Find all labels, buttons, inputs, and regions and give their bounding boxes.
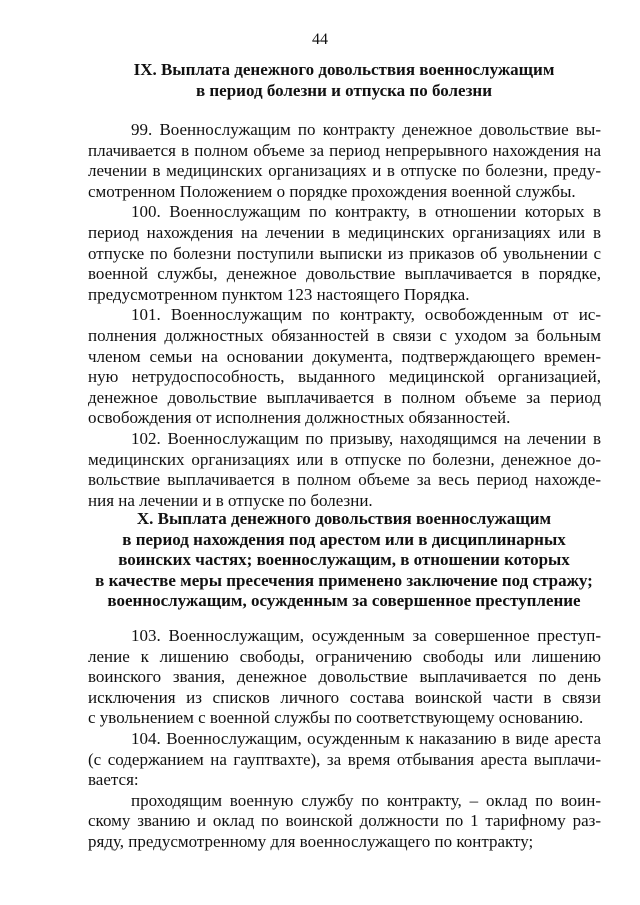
paragraph-line: смотренном Положением о порядке прохождения военной службы. [88,181,576,201]
paragraph-line: с увольнением с военной службы по соответствующему основанию. [88,708,584,728]
paragraph-line: полнения должностных обязанностей в связи с уходом за больным [88,325,601,345]
paragraph-line: освобождения от исполнения должностных обязанностей. [88,408,511,428]
paragraph-line: вольствие выплачивается в полном объеме за весь период нахожде- [88,470,601,490]
paragraph [88,626,601,729]
paragraph-line: денежное довольствие выплачивается в полном объеме за период [88,387,601,407]
paragraph-line: 99. Военнослужащим по контракту денежное довольствие вы- [131,120,601,139]
heading-line: X. Выплата денежного довольствия военнослужащим [136,509,552,528]
paragraph [88,791,601,853]
paragraph [88,202,601,305]
paragraph [88,429,601,511]
paragraph-line: ление к лишению свободы, ограничению свободы или лишению [88,646,601,666]
paragraph-line: скому званию и оклад по воинской должности по 1 тарифному раз- [88,811,601,831]
paragraph-line: 102. Военнослужащим по призыву, находящимся на лечении в [131,429,601,448]
paragraph-line: 101. Военнослужащим по контракту, освобожденным от ис- [131,305,601,325]
section-heading [80,60,608,101]
paragraph-line: период нахождения на лечении в медицинских организациях или в [88,222,601,242]
paragraph-line: членом семьи на основании документа, подтверждающего времен- [88,346,601,366]
paragraph-line: исключения из списков личного состава воинской части в связи [88,687,601,707]
section-heading [80,509,608,612]
heading-line: в качестве меры пресечения применено заключение под стражу; [95,570,593,590]
paragraph-line: воинского звания, денежное довольствие выплачивается по день [88,667,601,687]
paragraph-line: ряду, предусмотренному для военнослужащего по контракту; [88,831,534,851]
paragraph-line: 104. Военнослужащим, осужденным к наказанию в виде ареста [131,729,601,748]
paragraph-line: медицинских организациях или в отпуске по болезни, денежное до- [88,449,601,469]
paragraph [88,120,601,202]
paragraph-line: лечении в медицинских организациях и в отпуске по болезни, преду- [88,161,601,181]
paragraph-line: плачивается в полном объеме за период непрерывного нахождения на [88,140,601,160]
heading-line: IX. Выплата денежного довольствия военнослужащим [133,60,555,79]
paragraph-line: отпуске по болезни поступили выписки из приказов об увольнении с [88,243,601,263]
paragraph-line: 100. Военнослужащим по контракту, в отношении которых в [131,202,601,222]
paragraph-line: проходящим военную службу по контракту, – оклад по воин- [131,790,601,810]
paragraph-line: 103. Военнослужащим, осужденным за совершенное преступ- [131,626,601,645]
paragraph-line: (с содержанием на гауптвахте), за время отбывания ареста выплачи- [88,749,601,769]
paragraph [88,729,601,791]
paragraph-line: ния на лечении и в отпуске по болезни. [88,490,373,510]
paragraph-line: вается: [88,770,139,790]
paragraph [88,305,601,429]
heading-line: воинских частях; военнослужащим, в отношении которых [118,550,570,569]
paragraph-line: военной службы, денежное довольствие выплачивается в порядке, [88,264,601,284]
page-number: 44 [312,31,328,48]
paragraph-line: предусмотренном пунктом 123 настоящего Порядка. [88,284,470,304]
heading-line: военнослужащим, осужденным за совершенное преступление [107,591,581,610]
heading-line: в период болезни и отпуска по болезни [195,80,493,100]
heading-line: в период нахождения под арестом или в дисциплинарных [122,529,566,549]
paragraph-line: ную нетрудоспособность, выданного медицинской организацией, [88,367,601,387]
